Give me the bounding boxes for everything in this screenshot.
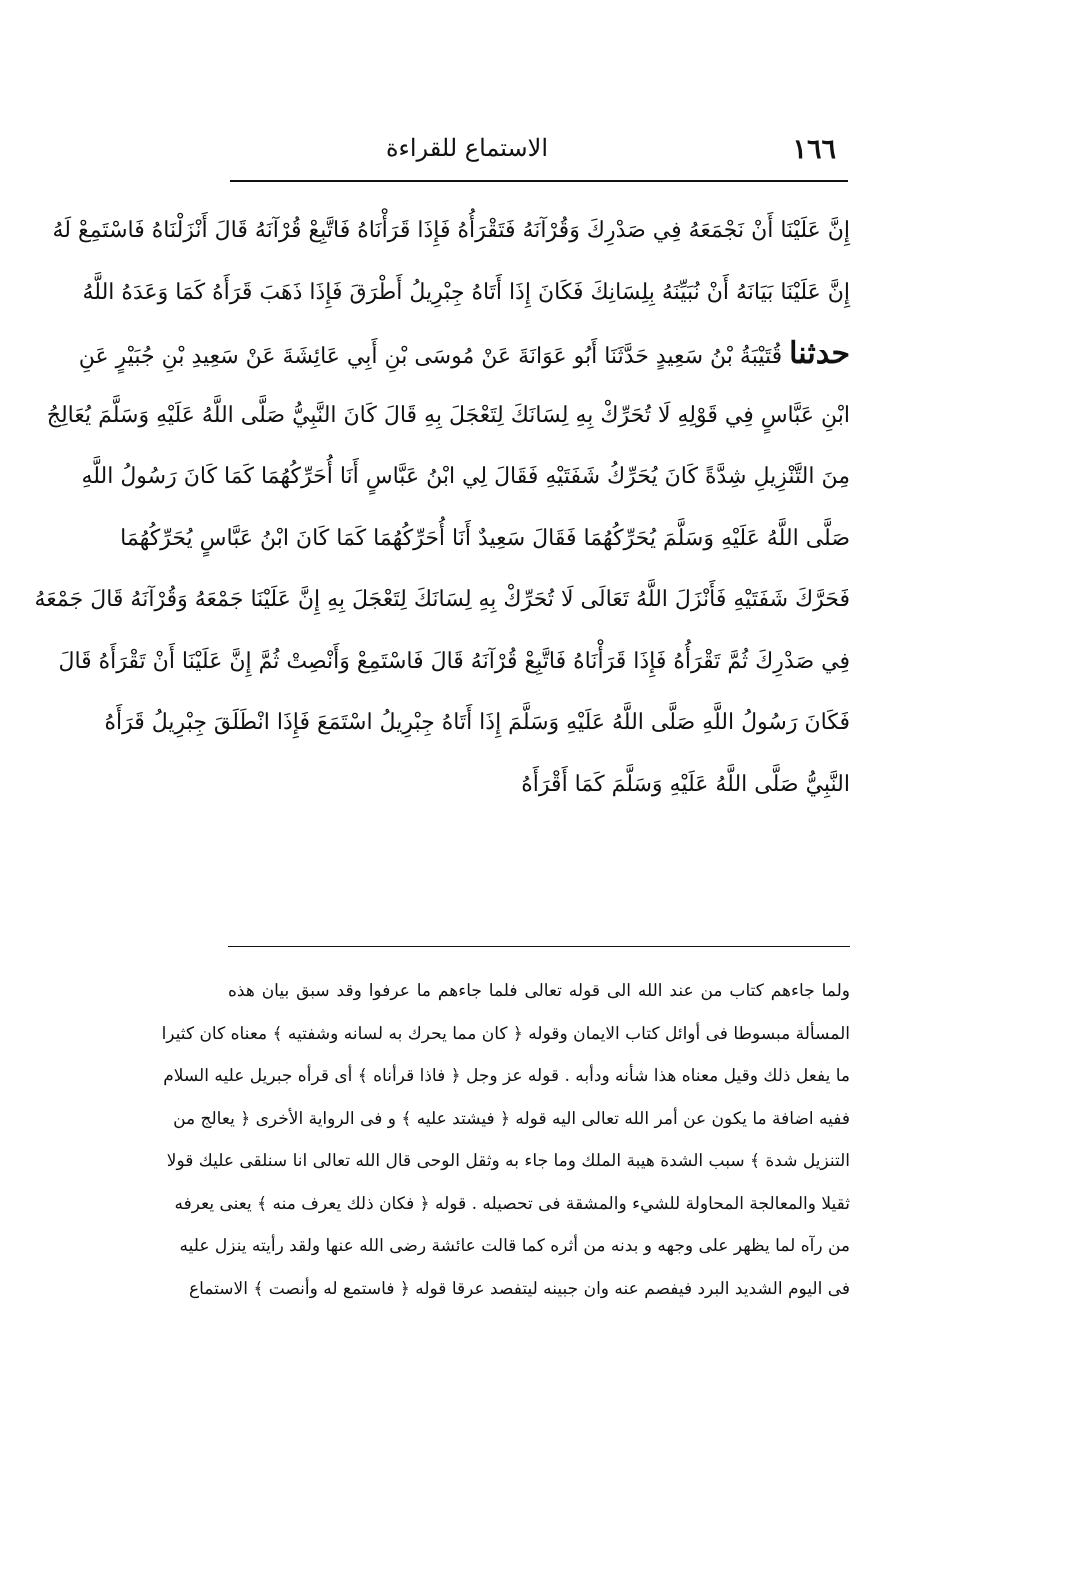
hadith-line: ابْنِ عَبَّاسٍ فِي قَوْلِهِ لَا تُحَرِّكْ بِهِ لِسَانَكَ لِتَعْجَلَ بِهِ قَالَ كَانَ النَّبِيُّ صَلَّى اللَّهُ عَلَيْهِ وَسَلَّمَ يُعَالِجُ — [46, 402, 850, 428]
footnote-rule — [228, 946, 850, 947]
hadith-line-with-narrator — [78, 323, 850, 385]
hadith-line: إِنَّ عَلَيْنَا أَنْ نَجْمَعَهُ فِي صَدْرِكَ وَقُرْآنَهُ فَتَقْرَأُهُ فَإِذَا قَرَأْنَاهُ فَاتَّبِعْ قُرْآنَهُ قَالَ أَنْزَلْنَاهُ فَاسْتَمِعْ لَهُ — [52, 218, 850, 243]
commentary-line: التنزيل شدة ﴾ سبب الشدة هيبة الملك وما جاء به وثقل الوحى قال الله تعالى انا سنلقى عليك قولا — [166, 1151, 850, 1171]
commentary-line: فى اليوم الشديد البرد فيفصم عنه وان جبينه ليتفصد عرقا قوله ﴿ فاستمع له وأنصت ﴾ الاستماع — [188, 1278, 850, 1299]
hadith-text — [34, 200, 850, 815]
hadith-line: فَكَانَ رَسُولُ اللَّهِ صَلَّى اللَّهُ عَلَيْهِ وَسَلَّمَ إِذَا أَتَاهُ جِبْرِيلُ اسْتَمَعَ فَإِذَا انْطَلَقَ جِبْرِيلُ قَرَأَهُ — [104, 710, 850, 735]
commentary-line: المسألة مبسوطا فى أوائل كتاب الايمان وقوله ﴿ كان مما يحرك به لسانه وشفتيه ﴾ معناه كان كثيرا — [161, 1023, 850, 1044]
page-number: ١٦٦ — [792, 134, 836, 165]
commentary-line: ثقيلا والمعالجة المحاولة للشيء والمشقة فى تحصيله . قوله ﴿ فكان ذلك يعرف منه ﴾ يعنى يعرفه — [174, 1193, 850, 1214]
hadith-line: مِنَ التَّنْزِيلِ شِدَّةً كَانَ يُحَرِّكُ شَفَتَيْهِ فَقَالَ لِي ابْنُ عَبَّاسٍ أَنَا أُحَرِّكُهُمَا كَمَا كَانَ رَسُولُ اللَّهِ — [81, 464, 850, 489]
running-title: الاستماع للقراءة — [385, 134, 548, 162]
hadith-line: النَّبِيُّ صَلَّى اللَّهُ عَلَيْهِ وَسَلَّمَ كَمَا أَقْرَأَهُ — [521, 771, 850, 797]
page-header — [230, 130, 848, 176]
hadith-line: فَحَرَّكَ شَفَتَيْهِ فَأَنْزَلَ اللَّهُ تَعَالَى لَا تُحَرِّكْ بِهِ لِسَانَكَ لِتَعْجَلَ بِهِ إِنَّ عَلَيْنَا جَمْعَهُ وَقُرْآنَهُ قَالَ جَمْعَهُ — [34, 587, 850, 612]
commentary-line: ولما جاءهم كتاب من عند الله الى قوله تعالى فلما جاءهم ما عرفوا وقد سبق بيان هذه — [228, 981, 850, 1001]
hadith-line-text: قُتَيْبَةُ بْنُ سَعِيدٍ حَدَّثَنَا أَبُو عَوَانَةَ عَنْ مُوسَى بْنِ أَبِي عَائِشَةَ عَنْ سَعِيدِ بْنِ جُبَيْرٍ عَنِ — [78, 344, 783, 369]
narrator-lead: حدثنا — [789, 336, 850, 371]
hadith-line: صَلَّى اللَّهُ عَلَيْهِ وَسَلَّمَ يُحَرِّكُهُمَا فَقَالَ سَعِيدٌ أَنَا أُحَرِّكُهُمَا كَمَا كَانَ ابْنُ عَبَّاسٍ يُحَرِّكُهُمَا — [120, 525, 850, 551]
hadith-line: فِي صَدْرِكَ ثُمَّ تَقْرَأُهُ فَإِذَا قَرَأْنَاهُ فَاتَّبِعْ قُرْآنَهُ قَالَ فَاسْتَمِعْ وَأَنْصِتْ ثُمَّ إِنَّ عَلَيْنَا أَنْ تَقْرَأَهُ قَالَ — [58, 648, 850, 674]
commentary-line: ففيه اضافة ما يكون عن أمر الله تعالى اليه قوله ﴿ فيشتد عليه ﴾ و فى الرواية الأخرى ﴿ يعالج من — [173, 1108, 850, 1129]
commentary — [161, 970, 850, 1310]
header-rule — [230, 180, 848, 182]
commentary-line: من رآه لما يظهر على وجهه و بدنه من أثره كما قالت عائشة رضى الله عنها ولقد رأيته ينزل عليه — [179, 1236, 850, 1256]
hadith-line: إِنَّ عَلَيْنَا بَيَانَهُ أَنْ نُبَيِّنَهُ بِلِسَانِكَ فَكَانَ إِذَا أَتَاهُ جِبْرِيلُ أَطْرَقَ فَإِذَا ذَهَبَ قَرَأَهُ كَمَا وَعَدَهُ اللَّهُ — [82, 279, 850, 305]
commentary-line: ما يفعل ذلك وقيل معناه هذا شأنه ودأبه . قوله عز وجل ﴿ فاذا قرأناه ﴾ أى قرأه جبريل عليه السلام — [163, 1066, 850, 1086]
